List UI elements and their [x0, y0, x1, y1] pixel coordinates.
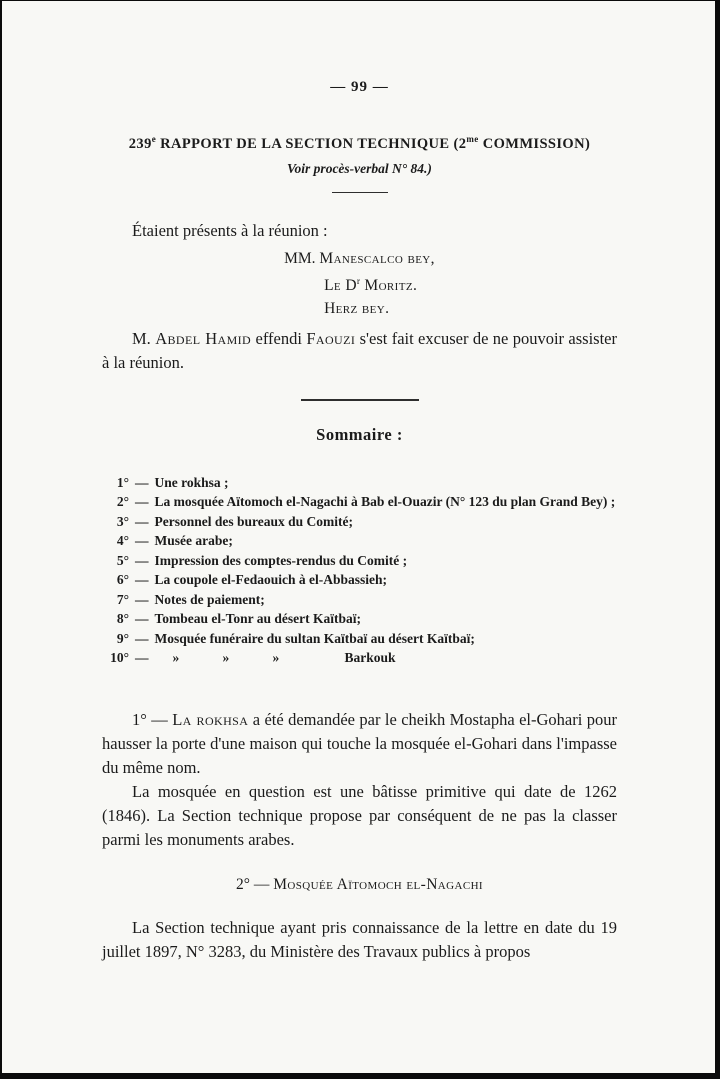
- attendee-name-herz: Herz bey.: [324, 299, 390, 317]
- item-number: 4°: [116, 533, 129, 549]
- item-number: 7°: [116, 591, 129, 607]
- summary-item-8: [102, 609, 617, 629]
- summary-item-1: [102, 473, 617, 493]
- item-number: 9°: [116, 630, 129, 646]
- item-dash: —: [135, 650, 149, 666]
- attendee-name-manescalco: Manescalco bey,: [319, 249, 435, 267]
- item-text: Personnel des bureaux du Comité;: [154, 513, 354, 529]
- item-text: La coupole el-Fedaouich à el-Abbassieh;: [154, 572, 388, 588]
- item-dash: —: [135, 630, 149, 646]
- paragraph-1-lead: 1° —: [132, 709, 173, 729]
- summary-item-9: [102, 629, 617, 649]
- report-title-superscript-1: e: [151, 134, 157, 144]
- page-number: — 99 —: [330, 79, 389, 95]
- attendee-line-1: [284, 247, 435, 270]
- attendee-name-moritz-superscript: r: [356, 275, 361, 287]
- divider-section: [301, 399, 419, 401]
- paragraph-1-keyword: La rokhsa: [172, 709, 249, 729]
- excuse-name-abdel-hamid: Abdel Hamid: [155, 328, 252, 348]
- excuse-name-faouzi: Faouzi: [306, 328, 356, 348]
- item-dash: —: [135, 533, 149, 549]
- item-dash: —: [135, 552, 149, 568]
- item-text: Notes de paiement;: [154, 591, 265, 607]
- item-dash: —: [135, 611, 149, 627]
- body-paragraph-2: La mosquée en question est une bâtisse primitive qui date de 1262 (1846). La Section technique propose par conséquent de ne pas la classer parmi les monuments arabes.: [102, 781, 617, 849]
- report-title-superscript-2: me: [466, 134, 479, 144]
- item-dash: —: [135, 474, 149, 490]
- attendee-line-3: [284, 297, 435, 320]
- attendee-name-moritz-prefix: Le D: [324, 276, 357, 294]
- item-number: 1°: [116, 474, 129, 490]
- item-number: 5°: [116, 552, 129, 568]
- attendee-line-2: [284, 270, 435, 297]
- report-subtitle: Voir procès-verbal N° 84.): [287, 160, 432, 176]
- body-paragraph-3: La Section technique ayant pris connaissance de la lettre en date du 19 juillet 1897, N° 3283, du Ministère des Travaux publics à propos: [102, 917, 617, 961]
- excuse-text-2: effendi: [251, 328, 307, 348]
- item-dash: —: [135, 572, 149, 588]
- divider-small: [332, 192, 388, 193]
- attendee-list: [284, 247, 435, 320]
- item-text: Tombeau el-Tonr au désert Kaïtbaï;: [154, 611, 362, 627]
- item-text: Musée arabe;: [154, 533, 233, 549]
- item-text: Mosquée funéraire du sultan Kaïtbaï au désert Kaïtbaï;: [154, 630, 475, 646]
- summary-item-3: [102, 512, 617, 532]
- section-heading: [102, 876, 617, 894]
- excuse-text-1: M.: [132, 328, 156, 348]
- item-dash: —: [135, 513, 149, 529]
- summary-item-4: [102, 531, 617, 551]
- item-text: Barkouk: [344, 650, 396, 666]
- item-number: 2°: [116, 494, 129, 510]
- report-title: [102, 134, 617, 153]
- summary-item-6: [102, 570, 617, 590]
- summary-item-2: [102, 492, 617, 512]
- summary-item-7: [102, 590, 617, 610]
- summary-item-5: [102, 551, 617, 571]
- item-number: 6°: [116, 572, 129, 588]
- item-text: La mosquée Aïtomoch el-Nagachi à Bab el-Ouazir (N° 123 du plan Grand Bey) ;: [154, 494, 616, 510]
- item-text: Une rokhsa ;: [154, 474, 229, 490]
- attendee-name-moritz: Moritz.: [360, 276, 418, 294]
- body-paragraph-1: [102, 708, 617, 780]
- page-content: [2, 1, 715, 964]
- section-heading-name: Mosquée Aïtomoch el-Nagachi: [273, 875, 483, 893]
- item-number: 3°: [116, 513, 129, 529]
- excuse-text-3: s'est fait excuser de ne pouvoir assister à la réunion.: [102, 328, 617, 372]
- item-number: 10°: [110, 650, 129, 666]
- summary-heading: Sommaire :: [316, 424, 403, 444]
- document-page: [2, 1, 715, 1073]
- report-title-end: COMMISSION): [478, 135, 591, 152]
- mm-label: MM.: [284, 249, 316, 267]
- item-text-ditto-row: » » » Barkouk: [172, 650, 396, 666]
- summary-item-10: [102, 648, 617, 668]
- attendance-intro: Étaient présents à la réunion :: [132, 220, 328, 240]
- item-number: 8°: [116, 611, 129, 627]
- summary-list: [102, 473, 617, 668]
- paragraph-1-text: a été demandée par le cheikh Mostapha el-Gohari pour hausser la porte d'une maison qui touche la mosquée el-Gohari dans l'impasse du même nom.: [102, 709, 617, 777]
- item-dash: —: [135, 494, 149, 510]
- excuse-paragraph: [102, 327, 617, 375]
- section-heading-number: 2° —: [236, 875, 274, 893]
- report-title-main: RAPPORT DE LA SECTION TECHNIQUE (2: [156, 135, 467, 152]
- report-title-number: 239: [128, 135, 152, 152]
- item-text: Impression des comptes-rendus du Comité ;: [154, 552, 408, 568]
- item-dash: —: [135, 591, 149, 607]
